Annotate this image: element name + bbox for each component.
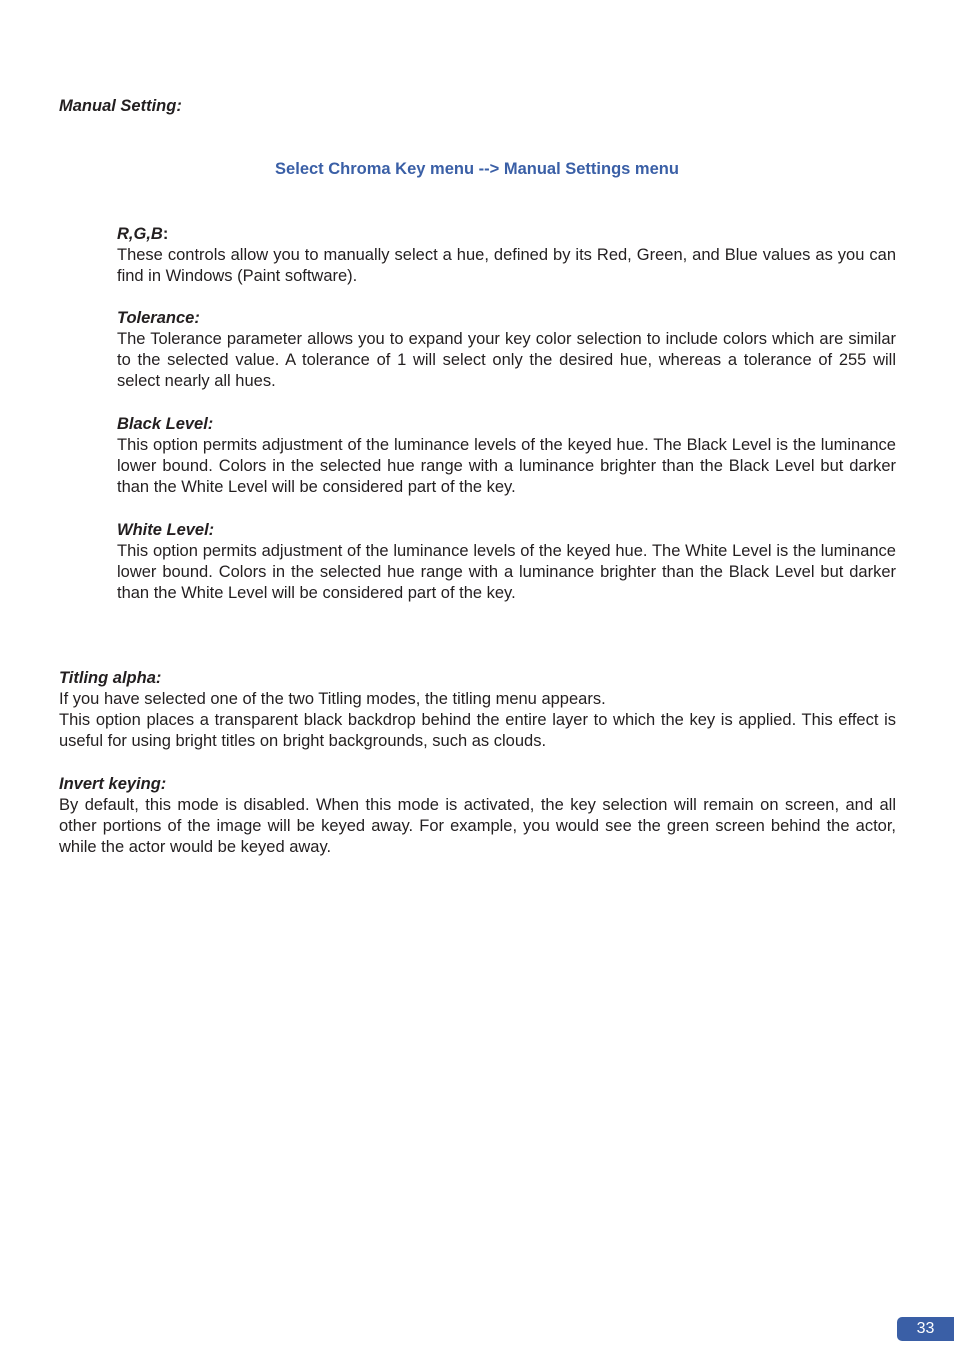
section-title: White Level: bbox=[117, 521, 215, 539]
section-rgb bbox=[117, 224, 896, 287]
section-body: This option permits adjustment of the luminance levels of the keyed hue. The Black Level is the luminance lower bound. Colors in the selected hue range with a luminance brighter than the Black Level but darker than the White Level will be considered part of the key. bbox=[117, 436, 896, 497]
section-title: Titling alpha: bbox=[59, 669, 162, 687]
section-title bbox=[117, 224, 896, 245]
section-title: Black Level: bbox=[117, 415, 214, 433]
section-invert-keying bbox=[59, 774, 896, 859]
section-title: Tolerance: bbox=[117, 309, 200, 327]
page-number-badge: 33 bbox=[897, 1317, 954, 1341]
section-titling-alpha bbox=[59, 668, 896, 753]
page-heading: Manual Setting: bbox=[59, 97, 182, 115]
section-body-line: This option places a transparent black backdrop behind the entire layer to which the key is applied. This effect is useful for using bright titles on bright backgrounds, such as clouds. bbox=[59, 711, 896, 751]
menu-path: Select Chroma Key menu --> Manual Settings menu bbox=[275, 160, 679, 178]
rgb-title: R,G,B bbox=[117, 225, 163, 243]
section-title: Invert keying: bbox=[59, 775, 167, 793]
section-body: The Tolerance parameter allows you to expand your key color selection to include colors which are similar to the selected value. A tolerance of 1 will select only the desired hue, whereas a tolerance of 255 will select nearly all hues. bbox=[117, 330, 896, 391]
section-body-line: If you have selected one of the two Titling modes, the titling menu appears. bbox=[59, 690, 606, 708]
rgb-title-suffix: : bbox=[162, 225, 169, 243]
section-body: This option permits adjustment of the luminance levels of the keyed hue. The White Level is the luminance lower bound. Colors in the selected hue range with a luminance brighter than the Black Level but darker than the White Level will be considered part of the key. bbox=[117, 542, 896, 603]
section-black-level bbox=[117, 414, 896, 499]
section-body: By default, this mode is disabled. When this mode is activated, the key selection will remain on screen, and all other portions of the image will be keyed away. For example, you would see the green screen behind the actor, while the actor would be keyed away. bbox=[59, 796, 896, 857]
section-white-level bbox=[117, 520, 896, 605]
section-tolerance bbox=[117, 308, 896, 393]
section-body: These controls allow you to manually select a hue, defined by its Red, Green, and Blue values as you can find in Windows (Paint software). bbox=[117, 246, 896, 286]
